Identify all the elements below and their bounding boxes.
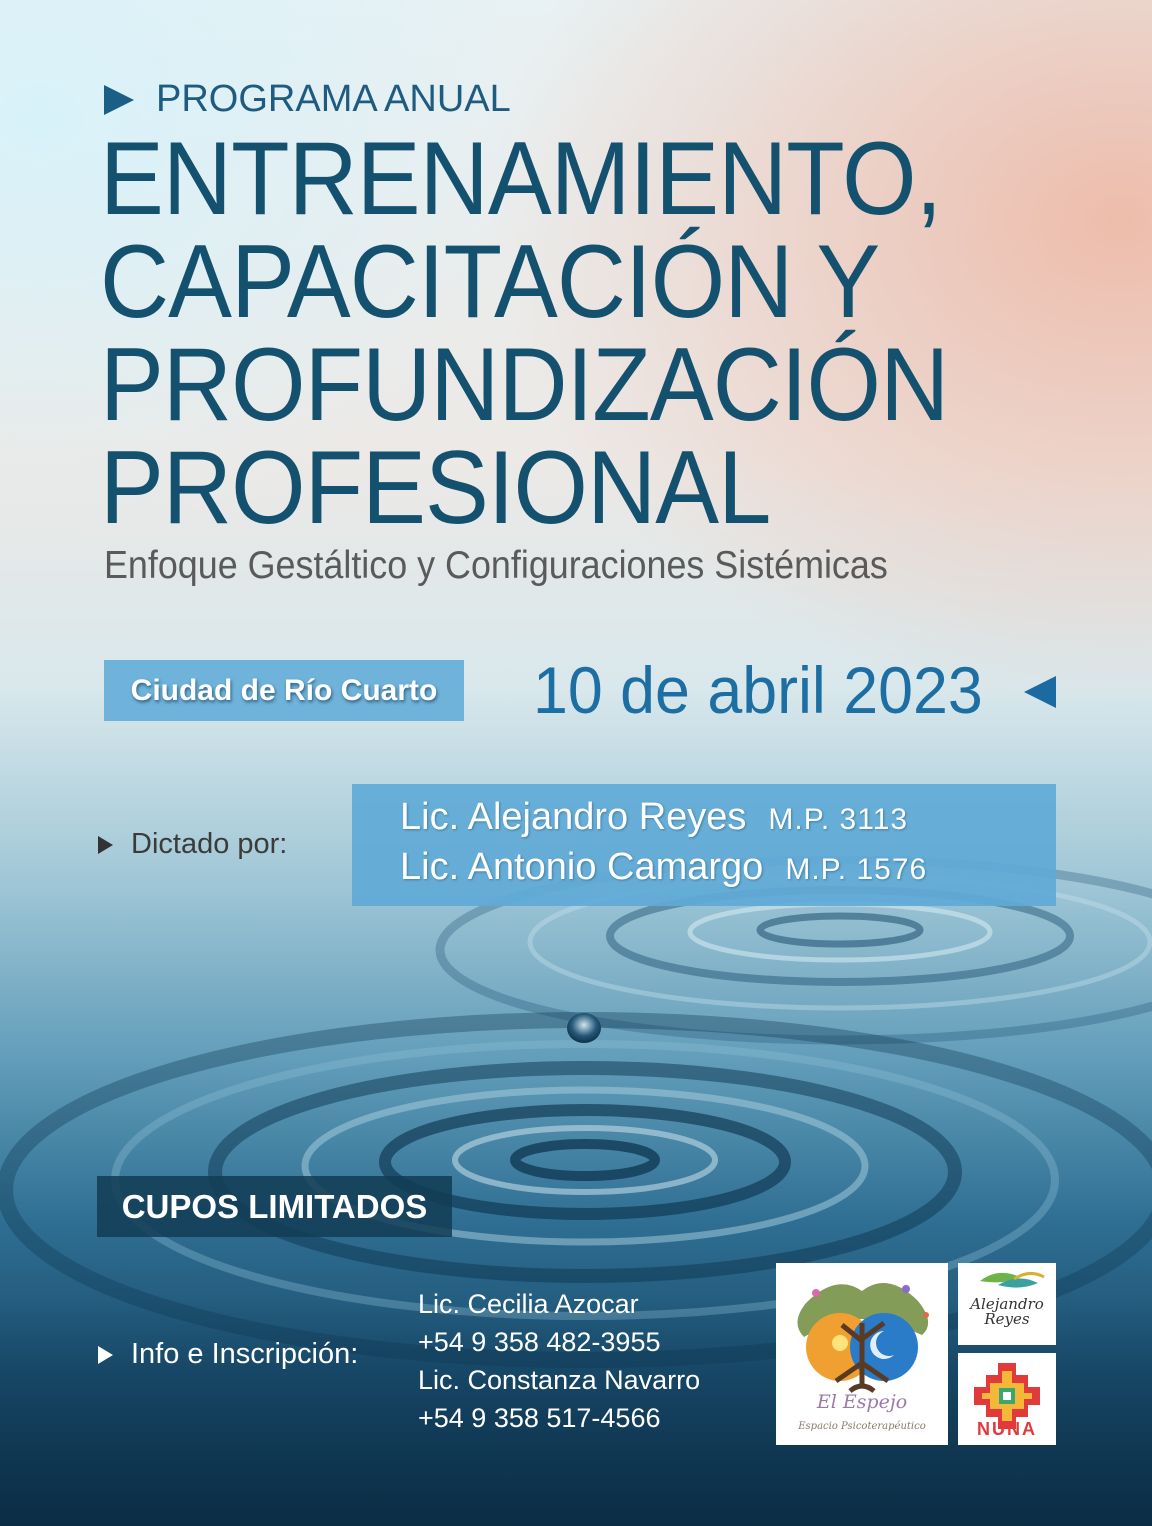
espejo-tagline: Espacio Psicoterapéutico [798, 1421, 926, 1432]
title-line: CAPACITACIÓN Y [100, 224, 880, 340]
el-espejo-logo [776, 1263, 948, 1445]
contact-phone: +54 9 358 482-3955 [418, 1327, 661, 1357]
title-line: ENTRENAMIENTO, [100, 121, 942, 237]
subtitle: Enfoque Gestáltico y Configuraciones Sistémicas [104, 544, 888, 587]
taught-by-text: Dictado por: [131, 828, 288, 860]
teacher-row [400, 796, 908, 839]
contact-phone: +54 9 358 517-4566 [418, 1403, 661, 1433]
contact-list [418, 1285, 700, 1437]
teacher-row [400, 846, 927, 889]
reyes-logo-first: Alejandro [970, 1295, 1044, 1313]
program-kicker [104, 78, 511, 121]
city-badge: Ciudad de Río Cuarto [104, 660, 464, 721]
nuna-text: NUNA [977, 1419, 1037, 1439]
teacher-name: Lic. Antonio Camargo [400, 846, 764, 888]
main-title [100, 121, 949, 546]
title-line: PROFUNDIZACIÓN [100, 327, 949, 443]
reyes-logo-name [958, 1297, 1056, 1327]
info-label [98, 1338, 358, 1371]
taught-by-label [98, 828, 287, 861]
espejo-name: El Espejo [816, 1391, 908, 1413]
teachers-box [352, 784, 1056, 906]
info-label-text: Info e Inscripción: [131, 1338, 359, 1370]
event-date: 10 de abril 2023 [533, 653, 983, 727]
play-arrow-icon [98, 1346, 113, 1364]
nuna-logo [958, 1353, 1056, 1445]
limited-spots-badge: CUPOS LIMITADOS [97, 1176, 452, 1237]
teacher-license: M.P. 3113 [768, 803, 909, 836]
play-arrow-icon [104, 85, 134, 115]
contact-name: Lic. Constanza Navarro [418, 1365, 701, 1395]
left-arrow-icon [1024, 676, 1056, 708]
kicker-text: PROGRAMA ANUAL [156, 78, 511, 120]
teacher-name: Lic. Alejandro Reyes [400, 796, 747, 838]
teacher-license: M.P. 1576 [785, 853, 928, 886]
reyes-logo-last: Reyes [984, 1310, 1030, 1328]
tree-of-life-icon [776, 1263, 948, 1445]
title-line: PROFESIONAL [100, 430, 771, 546]
alejandro-reyes-logo [958, 1263, 1056, 1345]
play-arrow-icon [98, 836, 113, 854]
contact-name: Lic. Cecilia Azocar [418, 1289, 639, 1319]
